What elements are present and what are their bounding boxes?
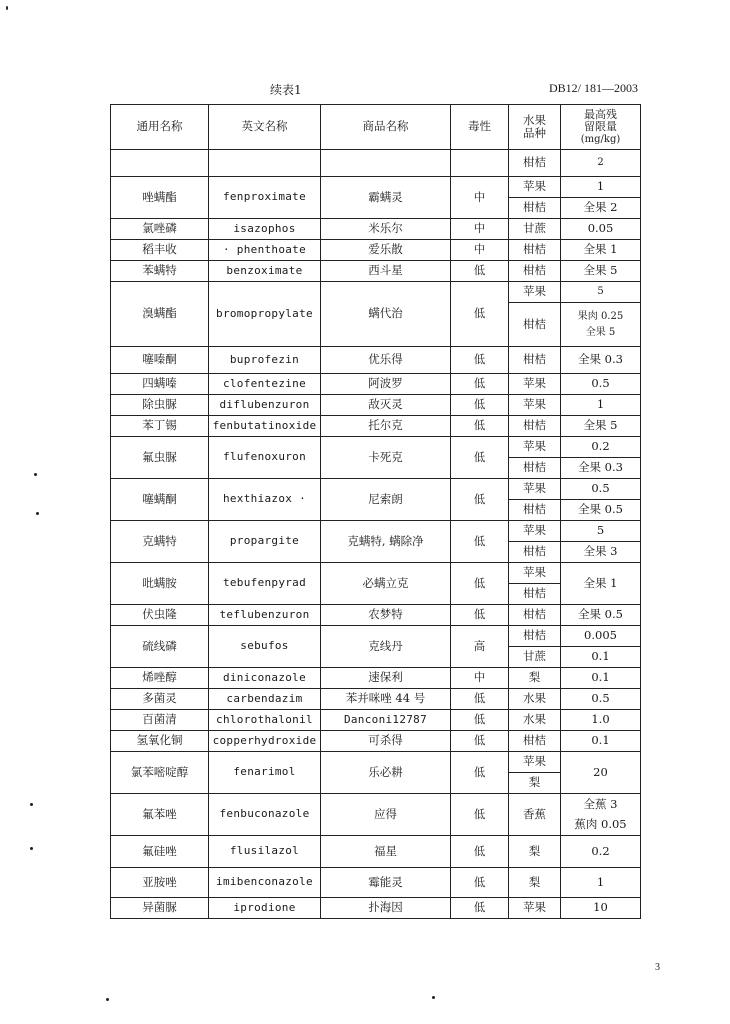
cell-trade-name: 可杀得 xyxy=(321,731,451,752)
cell-common-name: 苯螨特 xyxy=(111,261,209,282)
cell-common-name: 亚胺唑 xyxy=(111,868,209,898)
cell-common-name: 氯唑磷 xyxy=(111,219,209,240)
cell-fruit: 苹果 xyxy=(509,437,561,458)
cell-fruit: 香蕉 xyxy=(509,794,561,836)
table-row xyxy=(111,752,641,773)
cell-common-name: 氟苯唑 xyxy=(111,794,209,836)
cell-fruit: 柑桔 xyxy=(509,150,561,177)
cell-trade-name: Danconi12787 xyxy=(321,710,451,731)
cell-english-name: bromopropylate xyxy=(209,282,321,347)
cell-mrl: 0.005 xyxy=(561,626,641,647)
cell-common-name: 异菌脲 xyxy=(111,898,209,919)
cell-english-name: fenarimol xyxy=(209,752,321,794)
cell-common-name: 伏虫隆 xyxy=(111,605,209,626)
cell-mrl: 1.0 xyxy=(561,710,641,731)
cell-toxicity: 低 xyxy=(451,731,509,752)
cell-english-name: carbendazim xyxy=(209,689,321,710)
cell-trade-name: 霉能灵 xyxy=(321,868,451,898)
table-continuation-title: 续表1 xyxy=(270,83,302,97)
cell-trade-name: 速保利 xyxy=(321,668,451,689)
header-mrl-line: 留限量 xyxy=(584,120,617,134)
table-row xyxy=(111,710,641,731)
cell-common-name: 唑螨酯 xyxy=(111,177,209,219)
cell-toxicity xyxy=(451,150,509,177)
cell-english-name: hexthiazox · xyxy=(209,479,321,521)
cell-fruit: 柑桔 xyxy=(509,458,561,479)
cell-mrl: 2 xyxy=(561,150,641,177)
cell-mrl: 0.1 xyxy=(561,668,641,689)
scan-speck xyxy=(6,6,8,10)
cell-toxicity: 低 xyxy=(451,282,509,347)
cell-common-name: 硫线磷 xyxy=(111,626,209,668)
cell-trade-name: 农梦特 xyxy=(321,605,451,626)
cell-common-name: 四螨嗪 xyxy=(111,374,209,395)
table-row xyxy=(111,395,641,416)
cell-mrl: 全果 3 xyxy=(561,542,641,563)
cell-fruit: 柑桔 xyxy=(509,347,561,374)
header-mrl-unit: (mg/kg) xyxy=(580,133,621,145)
cell-common-name: 多菌灵 xyxy=(111,689,209,710)
table-row xyxy=(111,437,641,458)
cell-mrl: 5 xyxy=(561,521,641,542)
cell-english-name: fenbuconazole xyxy=(209,794,321,836)
cell-trade-name: 福星 xyxy=(321,836,451,868)
cell-common-name: 氟虫脲 xyxy=(111,437,209,479)
cell-fruit: 梨 xyxy=(509,668,561,689)
cell-mrl: 20 xyxy=(561,752,641,794)
cell-trade-name: 螨代治 xyxy=(321,282,451,347)
cell-toxicity: 低 xyxy=(451,416,509,437)
cell-english-name: benzoximate xyxy=(209,261,321,282)
cell-trade-name: 阿波罗 xyxy=(321,374,451,395)
cell-trade-name: 乐必耕 xyxy=(321,752,451,794)
cell-english-name: teflubenzuron xyxy=(209,605,321,626)
table-row xyxy=(111,416,641,437)
cell-english-name: · phenthoate xyxy=(209,240,321,261)
cell-fruit: 苹果 xyxy=(509,521,561,542)
cell-trade-name: 必螨立克 xyxy=(321,563,451,605)
table-row xyxy=(111,794,641,815)
cell-english-name: imibenconazole xyxy=(209,868,321,898)
cell-mrl: 全果 2 xyxy=(561,198,641,219)
scan-speck xyxy=(30,847,33,850)
header-fruit-line: 品种 xyxy=(523,126,546,140)
header-fruit-variety xyxy=(509,105,561,150)
table-row xyxy=(111,347,641,374)
cell-trade-name: 米乐尔 xyxy=(321,219,451,240)
cell-mrl: 全果 0.3 xyxy=(561,347,641,374)
cell-trade-name: 托尔克 xyxy=(321,416,451,437)
cell-mrl: 全果 5 xyxy=(561,261,641,282)
cell-english-name: chlorothalonil xyxy=(209,710,321,731)
cell-fruit: 柑桔 xyxy=(509,303,561,347)
cell-common-name: 噻嗪酮 xyxy=(111,347,209,374)
cell-toxicity: 低 xyxy=(451,563,509,605)
cell-fruit: 柑桔 xyxy=(509,542,561,563)
table-header-row xyxy=(111,105,641,150)
cell-common-name: 百菌清 xyxy=(111,710,209,731)
cell-toxicity: 低 xyxy=(451,836,509,868)
header-english-name: 英文名称 xyxy=(209,105,321,150)
cell-mrl: 1 xyxy=(561,395,641,416)
table-row xyxy=(111,219,641,240)
cell-toxicity: 低 xyxy=(451,374,509,395)
cell-english-name: flusilazol xyxy=(209,836,321,868)
cell-fruit: 苹果 xyxy=(509,395,561,416)
table-row xyxy=(111,282,641,303)
table-row xyxy=(111,374,641,395)
cell-mrl: 全果 0.5 xyxy=(561,500,641,521)
cell-toxicity: 低 xyxy=(451,605,509,626)
cell-toxicity: 中 xyxy=(451,177,509,219)
cell-fruit: 甘蔗 xyxy=(509,219,561,240)
cell-toxicity: 低 xyxy=(451,437,509,479)
cell-common-name: 吡螨胺 xyxy=(111,563,209,605)
cell-fruit: 苹果 xyxy=(509,282,561,303)
cell-common-name: 除虫脲 xyxy=(111,395,209,416)
cell-common-name: 稻丰收 xyxy=(111,240,209,261)
cell-fruit: 柑桔 xyxy=(509,198,561,219)
cell-trade-name: 优乐得 xyxy=(321,347,451,374)
cell-toxicity: 低 xyxy=(451,395,509,416)
cell-mrl xyxy=(561,303,641,347)
cell-mrl: 全果 1 xyxy=(561,563,641,605)
cell-fruit: 柑桔 xyxy=(509,731,561,752)
cell-mrl: 0.1 xyxy=(561,731,641,752)
cell-fruit: 梨 xyxy=(509,773,561,794)
cell-mrl: 0.05 xyxy=(561,219,641,240)
cell-mrl: 10 xyxy=(561,898,641,919)
cell-english-name xyxy=(209,150,321,177)
table-row xyxy=(111,868,641,898)
cell-fruit: 苹果 xyxy=(509,479,561,500)
cell-trade-name xyxy=(321,150,451,177)
cell-fruit: 苹果 xyxy=(509,374,561,395)
cell-toxicity: 低 xyxy=(451,261,509,282)
table-row xyxy=(111,563,641,584)
cell-common-name: 噻螨酮 xyxy=(111,479,209,521)
table-row xyxy=(111,626,641,647)
table-row xyxy=(111,605,641,626)
cell-english-name: diflubenzuron xyxy=(209,395,321,416)
cell-trade-name: 克线丹 xyxy=(321,626,451,668)
cell-common-name: 苯丁锡 xyxy=(111,416,209,437)
cell-fruit: 柑桔 xyxy=(509,416,561,437)
cell-common-name: 氢氧化铜 xyxy=(111,731,209,752)
cell-mrl: 全果 5 xyxy=(561,416,641,437)
cell-mrl: 全果 0.3 xyxy=(561,458,641,479)
cell-fruit: 水果 xyxy=(509,689,561,710)
header-common-name: 通用名称 xyxy=(111,105,209,150)
cell-common-name xyxy=(111,150,209,177)
cell-toxicity: 低 xyxy=(451,868,509,898)
cell-english-name: tebufenpyrad xyxy=(209,563,321,605)
cell-trade-name: 应得 xyxy=(321,794,451,836)
table-row xyxy=(111,479,641,500)
table-row xyxy=(111,731,641,752)
table-row xyxy=(111,898,641,919)
header-max-residue-limit xyxy=(561,105,641,150)
cell-common-name: 氟硅唑 xyxy=(111,836,209,868)
cell-trade-name: 敌灭灵 xyxy=(321,395,451,416)
cell-english-name: fenproximate xyxy=(209,177,321,219)
cell-fruit: 苹果 xyxy=(509,898,561,919)
table-row xyxy=(111,689,641,710)
cell-trade-name: 卡死克 xyxy=(321,437,451,479)
cell-toxicity: 低 xyxy=(451,521,509,563)
cell-english-name: sebufos xyxy=(209,626,321,668)
page-number: 3 xyxy=(655,962,660,973)
cell-fruit: 甘蔗 xyxy=(509,647,561,668)
cell-mrl: 蕉肉 0.05 xyxy=(561,815,641,836)
table-row xyxy=(111,240,641,261)
cell-trade-name: 西斗星 xyxy=(321,261,451,282)
cell-mrl: 1 xyxy=(561,177,641,198)
cell-english-name: copperhydroxide xyxy=(209,731,321,752)
header-fruit-line: 水果 xyxy=(523,112,546,127)
cell-mrl: 全果 1 xyxy=(561,240,641,261)
cell-english-name: isazophos xyxy=(209,219,321,240)
cell-common-name: 烯唑醇 xyxy=(111,668,209,689)
cell-mrl: 全果 0.5 xyxy=(561,605,641,626)
cell-fruit: 柑桔 xyxy=(509,240,561,261)
cell-mrl: 0.2 xyxy=(561,836,641,868)
cell-english-name: iprodione xyxy=(209,898,321,919)
cell-mrl: 0.2 xyxy=(561,437,641,458)
cell-fruit: 苹果 xyxy=(509,563,561,584)
header-trade-name: 商品名称 xyxy=(321,105,451,150)
header-toxicity: 毒性 xyxy=(451,105,509,150)
cell-trade-name: 尼索朗 xyxy=(321,479,451,521)
cell-mrl: 全蕉 3 xyxy=(561,794,641,815)
scan-speck xyxy=(30,803,33,806)
cell-toxicity: 低 xyxy=(451,479,509,521)
scan-speck xyxy=(34,473,37,476)
cell-mrl: 0.1 xyxy=(561,647,641,668)
table-row xyxy=(111,836,641,868)
cell-common-name: 溴螨酯 xyxy=(111,282,209,347)
cell-english-name: flufenoxuron xyxy=(209,437,321,479)
cell-mrl: 5 xyxy=(561,282,641,303)
table-row xyxy=(111,261,641,282)
cell-mrl: 0.5 xyxy=(561,479,641,500)
cell-fruit: 柑桔 xyxy=(509,605,561,626)
cell-fruit: 梨 xyxy=(509,836,561,868)
cell-mrl: 0.5 xyxy=(561,689,641,710)
cell-trade-name: 苯并咪唑 44 号 xyxy=(321,689,451,710)
pesticide-residue-table xyxy=(110,104,641,919)
cell-fruit: 柑桔 xyxy=(509,261,561,282)
cell-english-name: diniconazole xyxy=(209,668,321,689)
cell-english-name: fenbutatinoxide xyxy=(209,416,321,437)
cell-toxicity: 高 xyxy=(451,626,509,668)
cell-mrl-line: 全果 5 xyxy=(585,327,616,338)
cell-toxicity: 中 xyxy=(451,240,509,261)
cell-mrl: 0.5 xyxy=(561,374,641,395)
cell-fruit: 梨 xyxy=(509,868,561,898)
cell-toxicity: 低 xyxy=(451,794,509,836)
scan-speck xyxy=(36,512,39,515)
cell-toxicity: 低 xyxy=(451,898,509,919)
cell-toxicity: 低 xyxy=(451,347,509,374)
document-code: DB12/ 181—2003 xyxy=(548,81,638,95)
cell-toxicity: 中 xyxy=(451,668,509,689)
cell-english-name: propargite xyxy=(209,521,321,563)
cell-english-name: clofentezine xyxy=(209,374,321,395)
cell-trade-name: 克螨特, 螨除净 xyxy=(321,521,451,563)
cell-fruit: 水果 xyxy=(509,710,561,731)
scan-speck xyxy=(106,998,109,1001)
cell-fruit: 柑桔 xyxy=(509,500,561,521)
scan-speck xyxy=(432,996,435,999)
cell-english-name: buprofezin xyxy=(209,347,321,374)
cell-toxicity: 低 xyxy=(451,689,509,710)
cell-fruit: 苹果 xyxy=(509,752,561,773)
cell-mrl: 1 xyxy=(561,868,641,898)
cell-common-name: 氯苯嘧啶醇 xyxy=(111,752,209,794)
table-row xyxy=(111,668,641,689)
table-row xyxy=(111,150,641,177)
cell-fruit: 柑桔 xyxy=(509,584,561,605)
cell-toxicity: 中 xyxy=(451,219,509,240)
table-row xyxy=(111,521,641,542)
cell-mrl-line: 果肉 0.25 xyxy=(577,310,624,322)
cell-trade-name: 霸螨灵 xyxy=(321,177,451,219)
header-mrl-line: 最高残 xyxy=(584,107,617,121)
cell-common-name: 克螨特 xyxy=(111,521,209,563)
cell-toxicity: 低 xyxy=(451,752,509,794)
cell-toxicity: 低 xyxy=(451,710,509,731)
cell-fruit: 柑桔 xyxy=(509,626,561,647)
cell-trade-name: 扑海因 xyxy=(321,898,451,919)
table-row xyxy=(111,177,641,198)
cell-fruit: 苹果 xyxy=(509,177,561,198)
cell-trade-name: 爱乐散 xyxy=(321,240,451,261)
